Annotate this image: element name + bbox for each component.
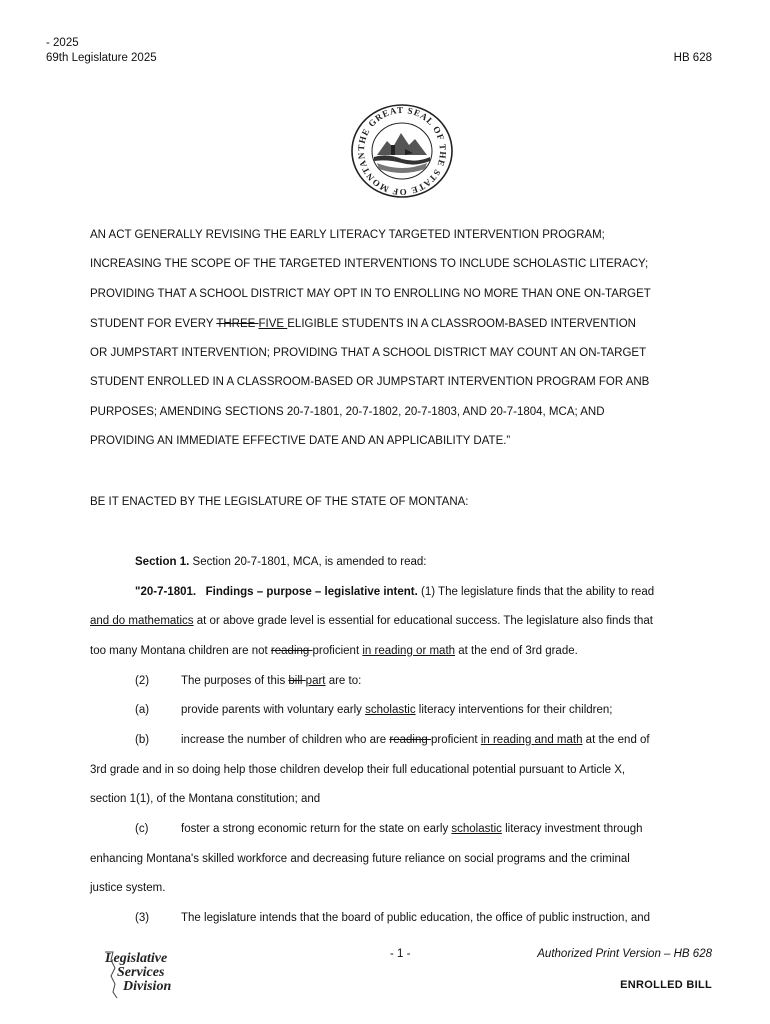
legislature-label: 69th Legislature 2025 bbox=[46, 52, 157, 64]
title-line-2: INCREASING THE SCOPE OF THE TARGETED INTERVENTIONS TO INCLUDE SCHOLASTIC LITERACY; bbox=[90, 258, 649, 270]
text: proficient bbox=[430, 734, 481, 746]
title-line-1: AN ACT GENERALLY REVISING THE EARLY LITERACY TARGETED INTERVENTION PROGRAM; bbox=[90, 229, 605, 241]
title-line-3: PROVIDING THAT A SCHOOL DISTRICT MAY OPT IN TO ENROLLING NO MORE THAN ONE ON-TARGET bbox=[90, 288, 651, 300]
deleted-text: reading bbox=[389, 734, 431, 746]
inserted-text: in reading or math bbox=[362, 645, 456, 657]
text: at or above grade level is essential for educational success. The legislature also finds that bbox=[193, 615, 653, 627]
inserted-text: FIVE bbox=[258, 318, 288, 330]
deleted-text: bill bbox=[288, 675, 306, 687]
title-line-8: PROVIDING AN IMMEDIATE EFFECTIVE DATE AND AN APPLICABILITY DATE.” bbox=[90, 435, 511, 447]
statute-heading: "20-7-1801. Findings – purpose – legislative intent. bbox=[135, 586, 418, 598]
page-number: - 1 - bbox=[390, 948, 411, 960]
item-b-line-2: 3rd grade and in so doing help those children develop their full educational potential pursuant to Article X, bbox=[90, 764, 626, 776]
text: Section 20-7-1801, MCA, is amended to read: bbox=[189, 556, 427, 568]
logo-line-3: Division bbox=[123, 979, 172, 994]
inserted-text: in reading and math bbox=[480, 734, 583, 746]
item-a-text bbox=[181, 704, 612, 716]
inserted-text: part bbox=[305, 675, 326, 687]
inserted-text: and do mathematics bbox=[90, 615, 194, 627]
text: (1) The legislature finds that the ability to read bbox=[417, 586, 655, 598]
item-label: (c) bbox=[135, 823, 149, 835]
text: provide parents with voluntary early bbox=[181, 704, 366, 716]
paragraph-1-line-3 bbox=[90, 645, 712, 657]
text: at the end of bbox=[582, 734, 650, 746]
session-year: - 2025 bbox=[46, 37, 79, 49]
logo-line-2: Services bbox=[117, 965, 165, 980]
text: increase the number of children who are bbox=[181, 734, 390, 746]
text: proficient bbox=[312, 645, 363, 657]
text: at the end of 3rd grade. bbox=[455, 645, 578, 657]
subsection-label: (2) bbox=[135, 675, 150, 687]
title-line-4 bbox=[90, 318, 712, 330]
text: ELIGIBLE STUDENTS IN A CLASSROOM-BASED INTERVENTION bbox=[287, 318, 636, 330]
text: literacy investment through bbox=[501, 823, 643, 835]
text: The purposes of this bbox=[181, 675, 289, 687]
title-line-7: PURPOSES; AMENDING SECTIONS 20-7-1801, 20-7-1802, 20-7-1803, AND 20-7-1804, MCA; AND bbox=[90, 406, 605, 418]
print-version: Authorized Print Version – HB 628 bbox=[537, 948, 712, 960]
lsd-logo bbox=[101, 950, 191, 1000]
deleted-text: THREE bbox=[216, 318, 259, 330]
subsection-label: (3) bbox=[135, 912, 150, 924]
enacting-clause: BE IT ENACTED BY THE LEGISLATURE OF THE STATE OF MONTANA: bbox=[90, 496, 469, 508]
subsection-2-text bbox=[181, 675, 361, 687]
svg-text:THE GREAT SEAL OF THE STATE OF: THE GREAT SEAL OF THE STATE OF MONTAN bbox=[355, 104, 449, 198]
inserted-text: scholastic bbox=[451, 823, 502, 835]
bill-status: ENROLLED BILL bbox=[620, 979, 712, 991]
item-b-text bbox=[181, 734, 650, 746]
state-seal-icon bbox=[347, 103, 457, 199]
text: STUDENT FOR EVERY bbox=[90, 318, 217, 330]
inserted-text: scholastic bbox=[365, 704, 416, 716]
section-label: Section 1. bbox=[135, 556, 190, 568]
item-c-line-3: justice system. bbox=[90, 882, 166, 894]
subsection-3-text: The legislature intends that the board of public education, the office of public instruction, and bbox=[181, 912, 651, 924]
paragraph-1-line-1 bbox=[135, 586, 712, 598]
text: foster a strong economic return for the state on early bbox=[181, 823, 452, 835]
text: literacy interventions for their children; bbox=[415, 704, 613, 716]
item-label: (a) bbox=[135, 704, 150, 716]
paragraph-1-line-2 bbox=[90, 615, 712, 627]
title-line-6: STUDENT ENROLLED IN A CLASSROOM-BASED OR JUMPSTART INTERVENTION PROGRAM FOR ANB bbox=[90, 376, 650, 388]
item-label: (b) bbox=[135, 734, 150, 746]
text: are to: bbox=[325, 675, 362, 687]
bill-number: HB 628 bbox=[673, 52, 712, 64]
section-heading bbox=[135, 556, 712, 568]
item-c-text bbox=[181, 823, 643, 835]
logo-line-1: Legislative bbox=[105, 951, 168, 966]
title-line-5: OR JUMPSTART INTERVENTION; PROVIDING THAT A SCHOOL DISTRICT MAY COUNT AN ON-TARGET bbox=[90, 347, 647, 359]
text: too many Montana children are not bbox=[90, 645, 271, 657]
deleted-text: reading bbox=[270, 645, 313, 657]
item-b-line-3: section 1(1), of the Montana constitution; and bbox=[90, 793, 321, 805]
item-c-line-2: enhancing Montana's skilled workforce and decreasing future reliance on social programs and the criminal bbox=[90, 853, 630, 865]
